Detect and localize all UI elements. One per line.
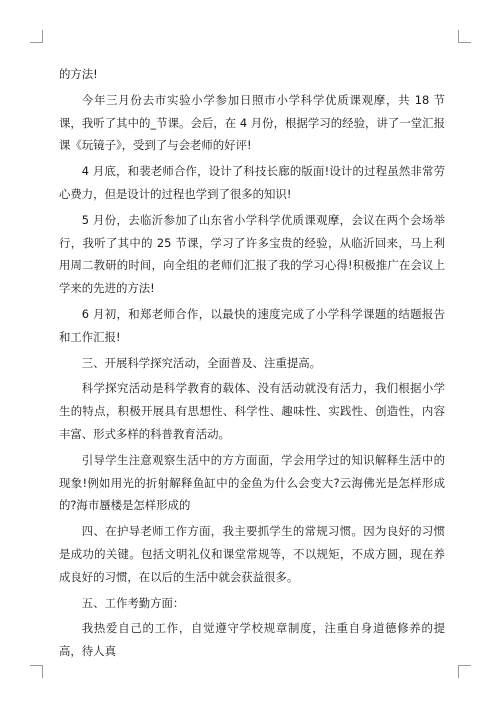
paragraph: 5 月份，去临沂参加了山东省小学科学优质课观摩，会议在两个会场举行，我听了其中的 25 节课，学习了许多宝贵的经验，从临沂回来，马上利用周二教研的时间，向全组的老师们汇报了我的学习心得!积极推广在会议上学来的先进的方法!	[59, 212, 445, 296]
document-body	[59, 63, 445, 666]
section-heading: 五、工作考勤方面：	[81, 595, 185, 610]
crop-mark-top-right	[458, 30, 471, 43]
paragraph: 引导学生注意观察生活中的方方面面，学会用学过的知识解释生活中的现象!例如用光的折射解释鱼缸中的金鱼为什么会变大?云海佛光是怎样形成的?海市蜃楼是怎样形成的	[59, 452, 445, 513]
paragraph: 今年三月份去市实验小学参加日照市小学科学优质课观摩，共 18 节课，我听了其中的_节课。会后，在 4 月份，根据学习的经验，讲了一堂汇报课《玩镜子》，受到了与会老师的好评!	[59, 92, 445, 153]
crop-mark-top-left	[30, 30, 43, 43]
paragraph: 6 月初，和郑老师合作，以最快的速度完成了小学科学课题的结题报告和工作汇报!	[59, 306, 445, 344]
crop-mark-bottom-left	[30, 665, 43, 678]
paragraph: 4 月底，和裴老师合作，设计了科技长廊的版面!设计的过程虽然非常劳心费力，但是设计的过程也学到了很多的知识!	[59, 164, 445, 201]
section-heading: 三、开展科学探究活动，全面普及、注重提高。	[81, 355, 322, 370]
paragraph: 我热爱自己的工作，自觉遵守学校规章制度，注重自身道德修养的提高，待人真	[59, 621, 445, 659]
crop-mark-bottom-right	[458, 665, 471, 678]
paragraph: 的方法!	[59, 67, 98, 81]
paragraph: 科学探究活动是科学教育的载体、没有活动就没有活力，我们根据小学生的特点，积极开展具有思想性、科学性、趣味性、实践性、创造性，内容丰富、形式多样的科普教育活动。	[59, 381, 445, 441]
section-heading: 四、在护导老师工作方面，我主要抓学生的常规习惯。因为良好的习惯是成功的关键。包括文明礼仪和课堂常规等，不以规矩，不成方圆，现在养成良好的习惯，在以后的生活中就会获益很多。	[59, 524, 445, 584]
